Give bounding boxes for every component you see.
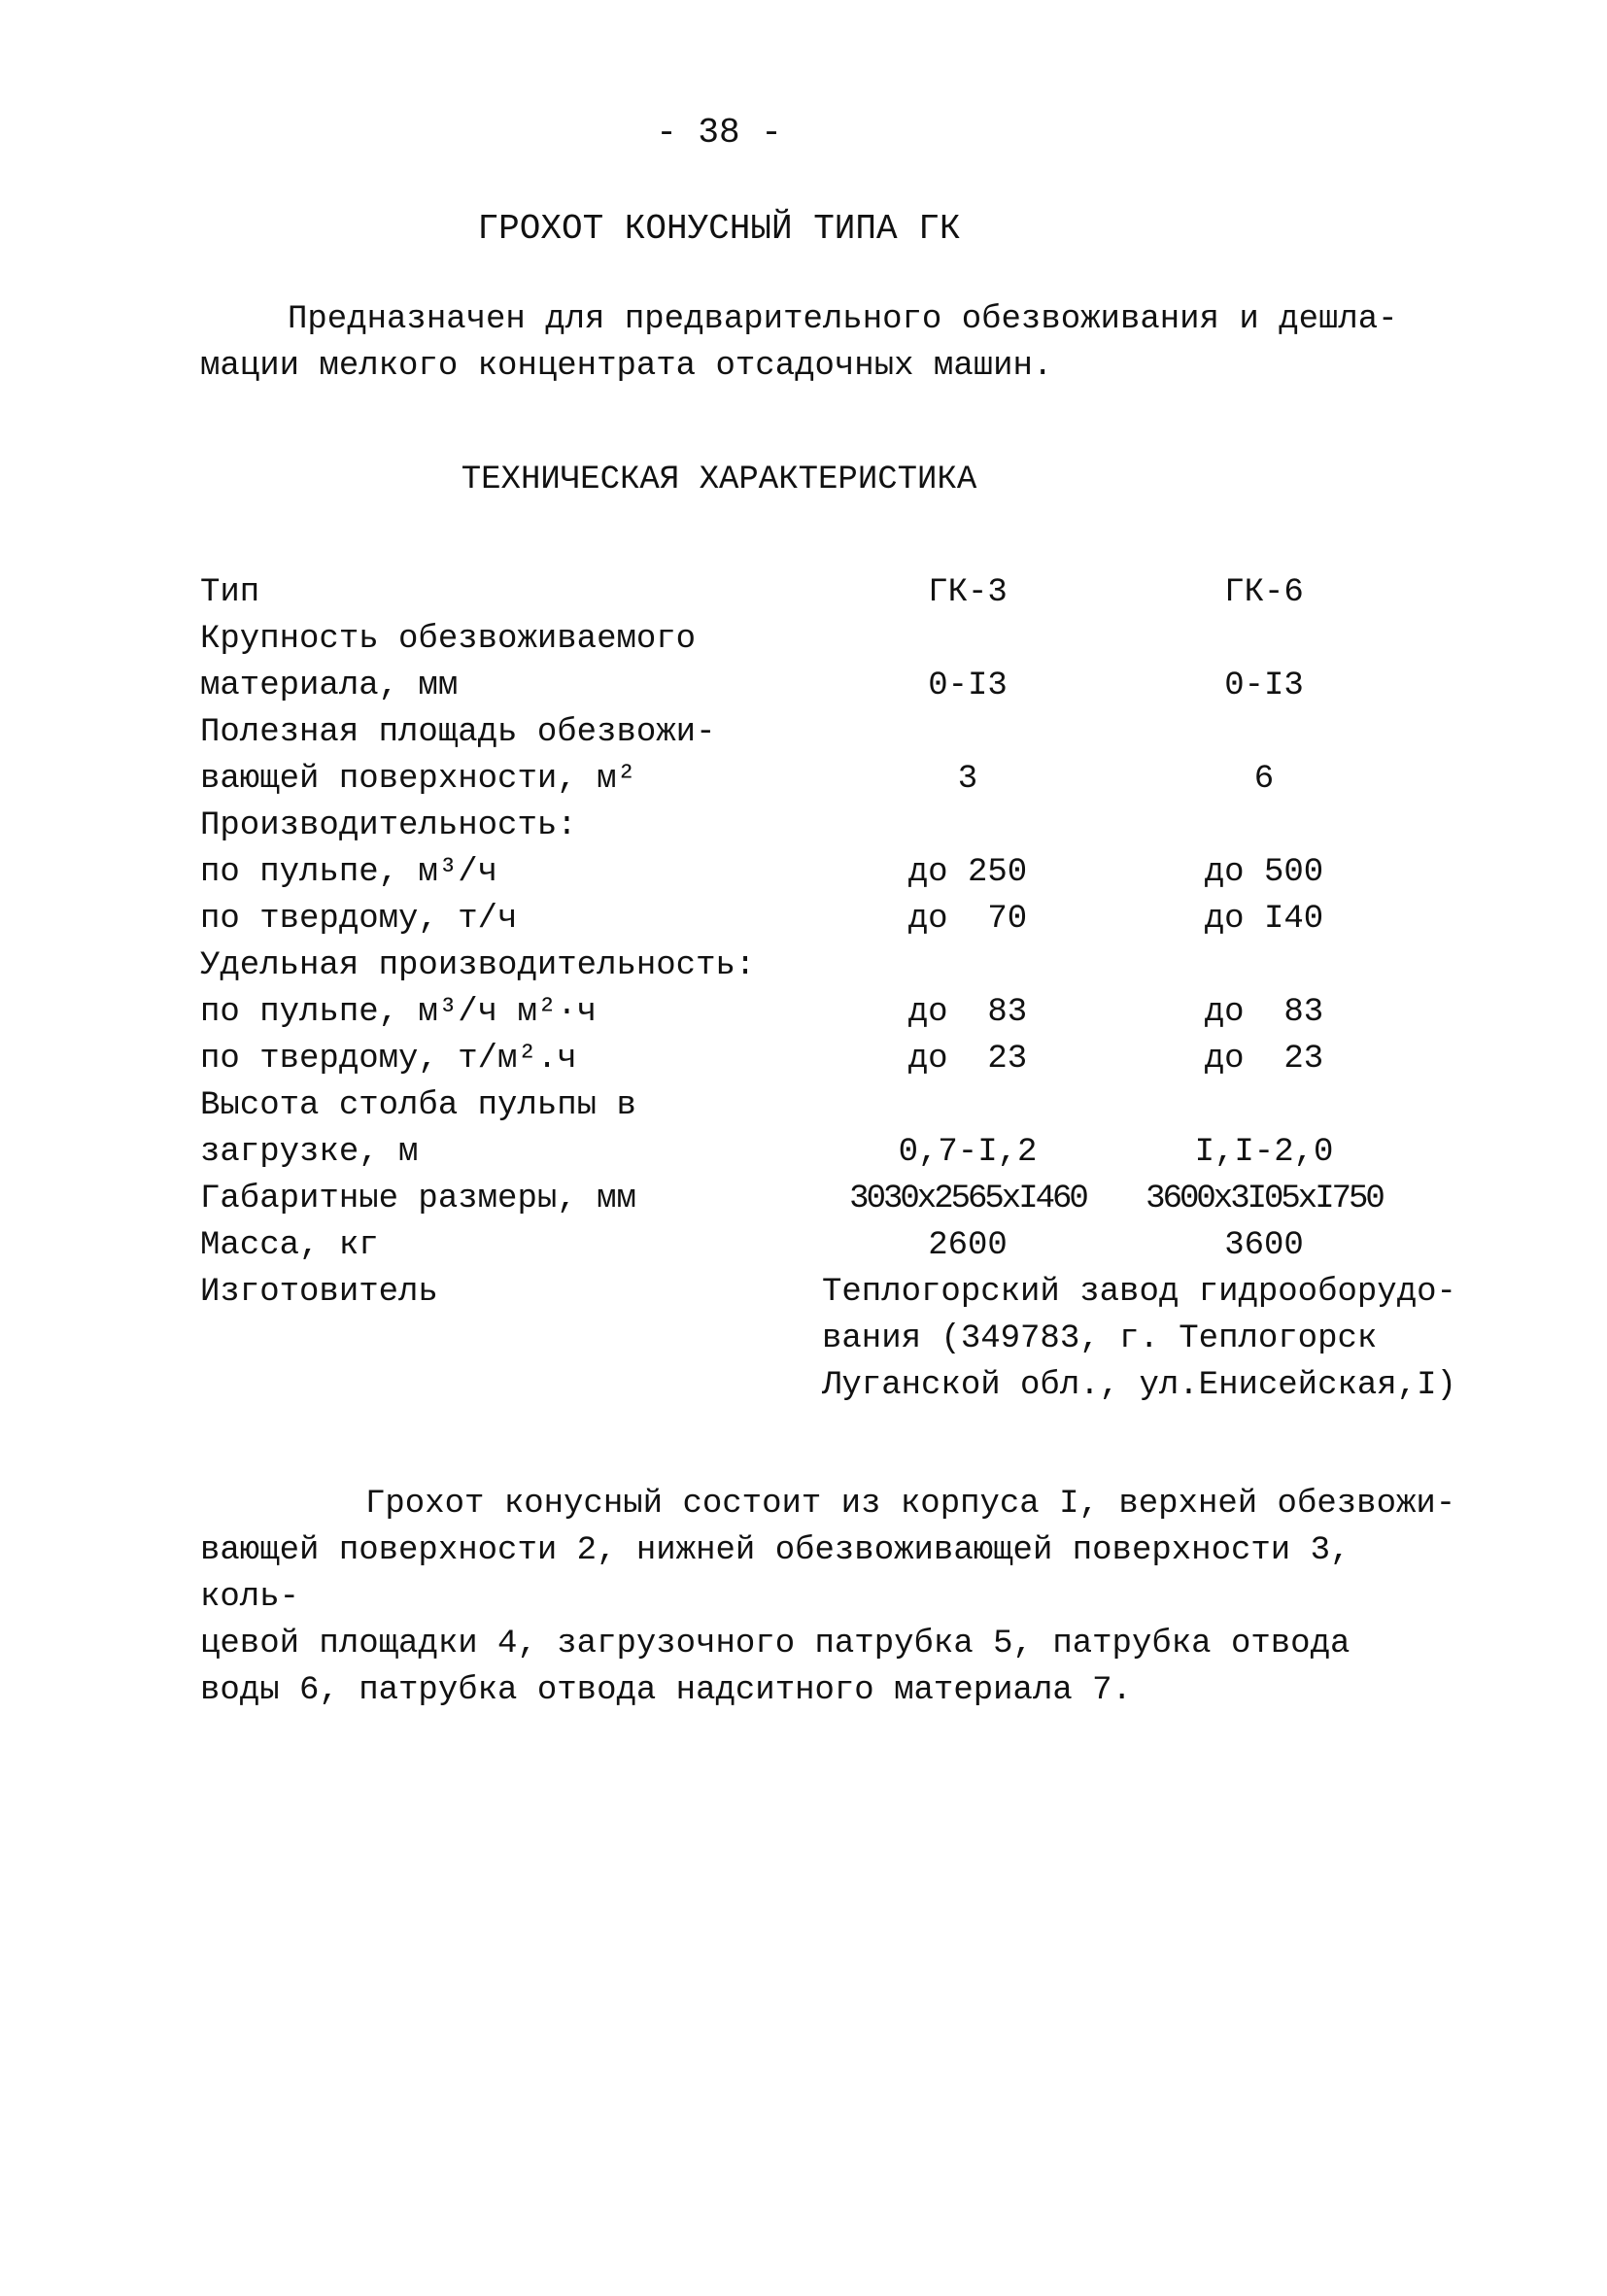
size-c1: 0-I3 (928, 668, 1008, 704)
document-title: ГРОХОТ КОНУСНЫЙ ТИПА ГК (477, 209, 961, 249)
spec-solid-c2: до 23 (1204, 1041, 1324, 1078)
spec-capacity-label: Удельная производительность: (200, 947, 756, 984)
dims-label: Габаритные размеры, мм (200, 1181, 636, 1217)
solid-c2: до I40 (1204, 901, 1324, 938)
area-label-1: Полезная площадь обезвожи- (200, 714, 716, 751)
spec-row-maker-3 (200, 1362, 1483, 1409)
spec-row-height-2 (200, 1129, 1483, 1176)
area-c2: 6 (1253, 761, 1275, 798)
dims-c1: 3030х2565хI460 (849, 1181, 1086, 1217)
height-label-1: Высота столба пульпы в (200, 1087, 636, 1124)
mass-label: Масса, кг (200, 1227, 379, 1264)
intro-line-1: Предназначен для предварительного обезвоживания и дешла- (288, 301, 1398, 338)
spec-row-spec-capacity (200, 942, 1483, 989)
spec-row-spec-pulp (200, 989, 1483, 1036)
area-c1: 3 (957, 761, 978, 798)
col2-header: ГК-6 (1224, 574, 1304, 611)
spec-row-pulp (200, 849, 1483, 896)
spec-row-dims (200, 1176, 1483, 1222)
maker-line-2: вания (349783, г. Теплогорск (822, 1320, 1378, 1357)
spec-row-area-2 (200, 756, 1483, 803)
spec-row-height-1 (200, 1082, 1483, 1129)
maker-line-1: Теплогорский завод гидрооборудо- (822, 1274, 1456, 1311)
spec-row-spec-solid (200, 1036, 1483, 1082)
spec-pulp-label: по пульпе, м³/ч м²·ч (200, 994, 598, 1031)
maker-line-3: Луганской обл., ул.Енисейская,I) (822, 1367, 1456, 1404)
spec-pulp-c2: до 83 (1204, 994, 1324, 1031)
pulp-c2: до 500 (1204, 854, 1324, 891)
area-label-2: вающей поверхности, м² (200, 761, 636, 798)
maker-label: Изготовитель (200, 1274, 438, 1311)
spec-row-maker-2 (200, 1316, 1483, 1362)
mass-c1: 2600 (928, 1227, 1008, 1264)
page-number: - 38 - (656, 113, 782, 153)
description-paragraph (200, 1481, 1463, 1714)
mass-c2: 3600 (1224, 1227, 1304, 1264)
body-line-3: цевой площадки 4, загрузочного патрубка 5, патрубка отвода (200, 1626, 1351, 1662)
spec-row-area-1 (200, 709, 1483, 756)
spec-row-size-1 (200, 616, 1483, 663)
pulp-label: по пульпе, м³/ч (200, 854, 498, 891)
spec-pulp-c1: до 83 (907, 994, 1028, 1031)
spec-table (200, 569, 1483, 1409)
size-label-2: материала, мм (200, 668, 459, 704)
section-title: ТЕХНИЧЕСКАЯ ХАРАКТЕРИСТИКА (461, 462, 977, 498)
body-line-4: воды 6, патрубка отвода надситного материала 7. (200, 1672, 1132, 1709)
pulp-c1: до 250 (907, 854, 1028, 891)
intro-line-2: мации мелкого концентрата отсадочных машин. (200, 348, 1053, 385)
spec-row-solid (200, 896, 1483, 942)
size-c2: 0-I3 (1224, 668, 1304, 704)
capacity-label: Производительность: (200, 807, 577, 844)
solid-c1: до 70 (907, 901, 1028, 938)
intro-paragraph (200, 296, 1444, 390)
height-c2: I,I-2,0 (1194, 1134, 1334, 1171)
type-label: Тип (200, 574, 260, 611)
spec-solid-label: по твердому, т/м².ч (200, 1041, 577, 1078)
spec-row-mass (200, 1222, 1483, 1269)
size-label-1: Крупность обезвоживаемого (200, 621, 697, 658)
solid-label: по твердому, т/ч (200, 901, 518, 938)
body-line-2: вающей поверхности 2, нижней обезвоживающей поверхности 3, коль- (200, 1532, 1351, 1616)
spec-row-type (200, 569, 1483, 616)
spec-row-size-2 (200, 663, 1483, 709)
spec-solid-c1: до 23 (907, 1041, 1028, 1078)
col1-header: ГК-3 (928, 574, 1008, 611)
spec-row-capacity (200, 803, 1483, 849)
dims-c2: 3600х3I05хI750 (1145, 1181, 1383, 1217)
body-line-1: Грохот конусный состоит из корпуса I, верхней обезвожи- (365, 1486, 1456, 1523)
spec-row-maker-1 (200, 1269, 1483, 1316)
height-c1: 0,7-I,2 (898, 1134, 1038, 1171)
height-label-2: загрузке, м (200, 1134, 419, 1171)
